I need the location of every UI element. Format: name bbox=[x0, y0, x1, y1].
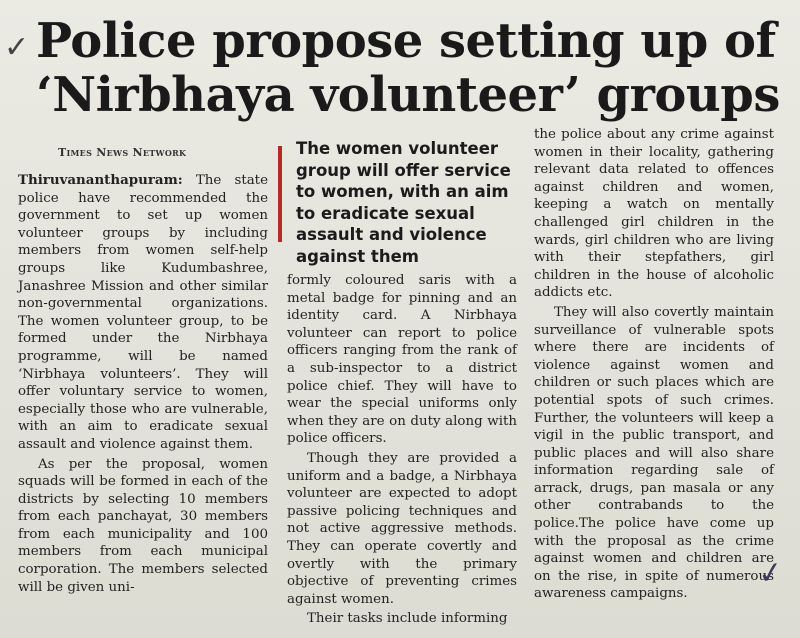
headline-line-2: ‘Nirbhaya volunteer’ groups bbox=[36, 67, 780, 123]
pen-tick-icon: ✓ bbox=[4, 30, 30, 65]
pen-check-icon: ✓ bbox=[755, 554, 786, 593]
paragraph bbox=[18, 172, 268, 454]
paragraph: the police about any crime against women in their locality, gathering relevant data related to offences against children and women, keeping a watch on mentally challenged girl children in the wards, girl children who are living with their stepfathers, girl children in the house of alcoholic addicts etc. bbox=[534, 127, 774, 301]
byline: Times News Network bbox=[58, 146, 187, 159]
column-1 bbox=[18, 172, 268, 596]
dateline: Thiruvananthapuram: bbox=[18, 172, 183, 188]
headline-line-1: Police propose setting up of bbox=[36, 13, 776, 69]
paragraph: They will also covertly maintain surveillance of vulnerable spots where there are incidents of violence against women and children or such places which are potential spots of such crimes. Further, the volunteers will keep a vigil in the public transport, and public places and will also share information regarding sale of arrack, drugs, pan masala or any other contrabands to the police.The police have come up with the proposal as the crime against women and children are on the rise, in spite of numerous awareness campaigns. bbox=[534, 304, 774, 602]
pullquote-rule bbox=[278, 146, 282, 242]
paragraph-text: The state police have recommended the government to set up women volunteer groups by including members from women self-help groups like Kudumbashree, Janashree Mission and other similar non-governmental organizations. The women volunteer group, to be formed under the Nirbhaya programme, will be named ‘Nirbhaya volunteers’. They will offer voluntary service to women, especially those who are vulnerable, with an aim to eradicate sexual assault and violence against them. bbox=[18, 173, 268, 452]
pullquote: The women volunteer group will offer service to women, with an aim to eradicate sexual assault and violence against them bbox=[296, 139, 511, 266]
headline bbox=[36, 14, 786, 122]
column-3 bbox=[534, 126, 774, 603]
column-2 bbox=[287, 272, 517, 628]
paragraph: As per the proposal, women squads will be formed in each of the districts by selecting 10 members from each panchayat, 30 members from each municipality and 100 members from each municipal corporation. The members selected will be given uni- bbox=[18, 456, 268, 595]
paragraph: Their tasks include informing bbox=[307, 611, 508, 627]
paragraph: formly coloured saris with a metal badge for pinning and an identity card. A Nirbhaya volunteer can report to police officers ranging from the rank of a sub-inspector to a district police chief. They will have to wear the special uniforms only when they are on duty along with police officers. bbox=[287, 273, 517, 447]
paragraph: Though they are provided a uniform and a badge, a Nirbhaya volunteer are expected to adopt passive policing techniques and not active aggressive methods. They can operate covertly and overtly with the primary objective of preventing crimes against women. bbox=[287, 450, 517, 607]
